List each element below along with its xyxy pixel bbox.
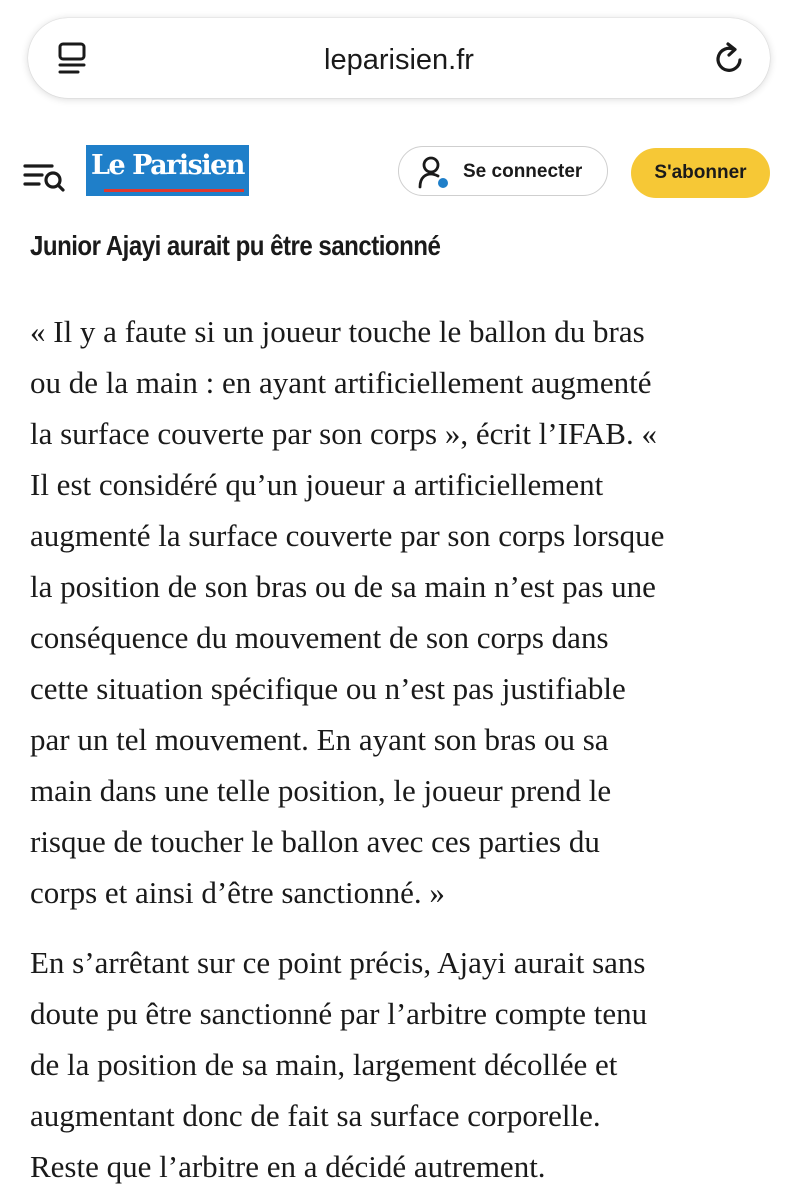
paragraph-line: doute pu être sanctionné par l’arbitre compte tenu: [30, 996, 648, 1031]
paragraph-line: risque de toucher le ballon avec ces parties du: [30, 824, 600, 859]
user-icon: [417, 155, 451, 189]
login-label: Se connecter: [463, 161, 583, 182]
menu-search-icon[interactable]: [22, 160, 66, 192]
paragraph-line: cette situation spécifique ou n’est pas justifiable: [30, 671, 626, 706]
paragraph-line: main dans une telle position, le joueur prend le: [30, 773, 612, 808]
paragraph-line: de la position de sa main, largement décollée et: [30, 1047, 618, 1082]
site-logo[interactable]: [86, 145, 249, 196]
subscribe-label: S'abonner: [654, 162, 747, 183]
paragraph-line: la surface couverte par son corps », écrit l’IFAB. «: [30, 416, 657, 451]
paragraph-line: augmentant donc de fait sa surface corporelle.: [30, 1098, 601, 1133]
article-paragraph-1: [30, 306, 782, 918]
paragraph-line: par un tel mouvement. En ayant son bras ou sa: [30, 722, 609, 757]
paragraph-line: Il est considéré qu’un joueur a artificiellement: [30, 467, 604, 502]
paragraph-line: augmenté la surface couverte par son corps lorsque: [30, 518, 665, 553]
paragraph-line: ou de la main : en ayant artificiellement augmenté: [30, 365, 652, 400]
paragraph-line: conséquence du mouvement de son corps dans: [30, 620, 609, 655]
paragraph-line: la position de son bras ou de sa main n’est pas une: [30, 569, 656, 604]
url-text[interactable]: leparisien.fr: [324, 44, 474, 76]
paragraph-line: En s’arrêtant sur ce point précis, Ajayi aurait sans: [30, 945, 646, 980]
login-button[interactable]: [398, 146, 608, 196]
paragraph-line: corps et ainsi d’être sanctionné. »: [30, 875, 445, 910]
paragraph-line: Reste que l’arbitre en a décidé autrement.: [30, 1149, 546, 1184]
subscribe-button[interactable]: [631, 148, 770, 198]
paragraph-line: « Il y a faute si un joueur touche le ballon du bras: [30, 314, 645, 349]
article-paragraph-2: [30, 937, 782, 1192]
address-bar[interactable]: [28, 18, 770, 98]
logo-underline: [104, 189, 244, 192]
logo-text: Le Parisien: [91, 150, 244, 181]
article-subheading: Junior Ajayi aurait pu être sanctionné: [30, 230, 441, 261]
reload-icon[interactable]: [710, 40, 748, 78]
